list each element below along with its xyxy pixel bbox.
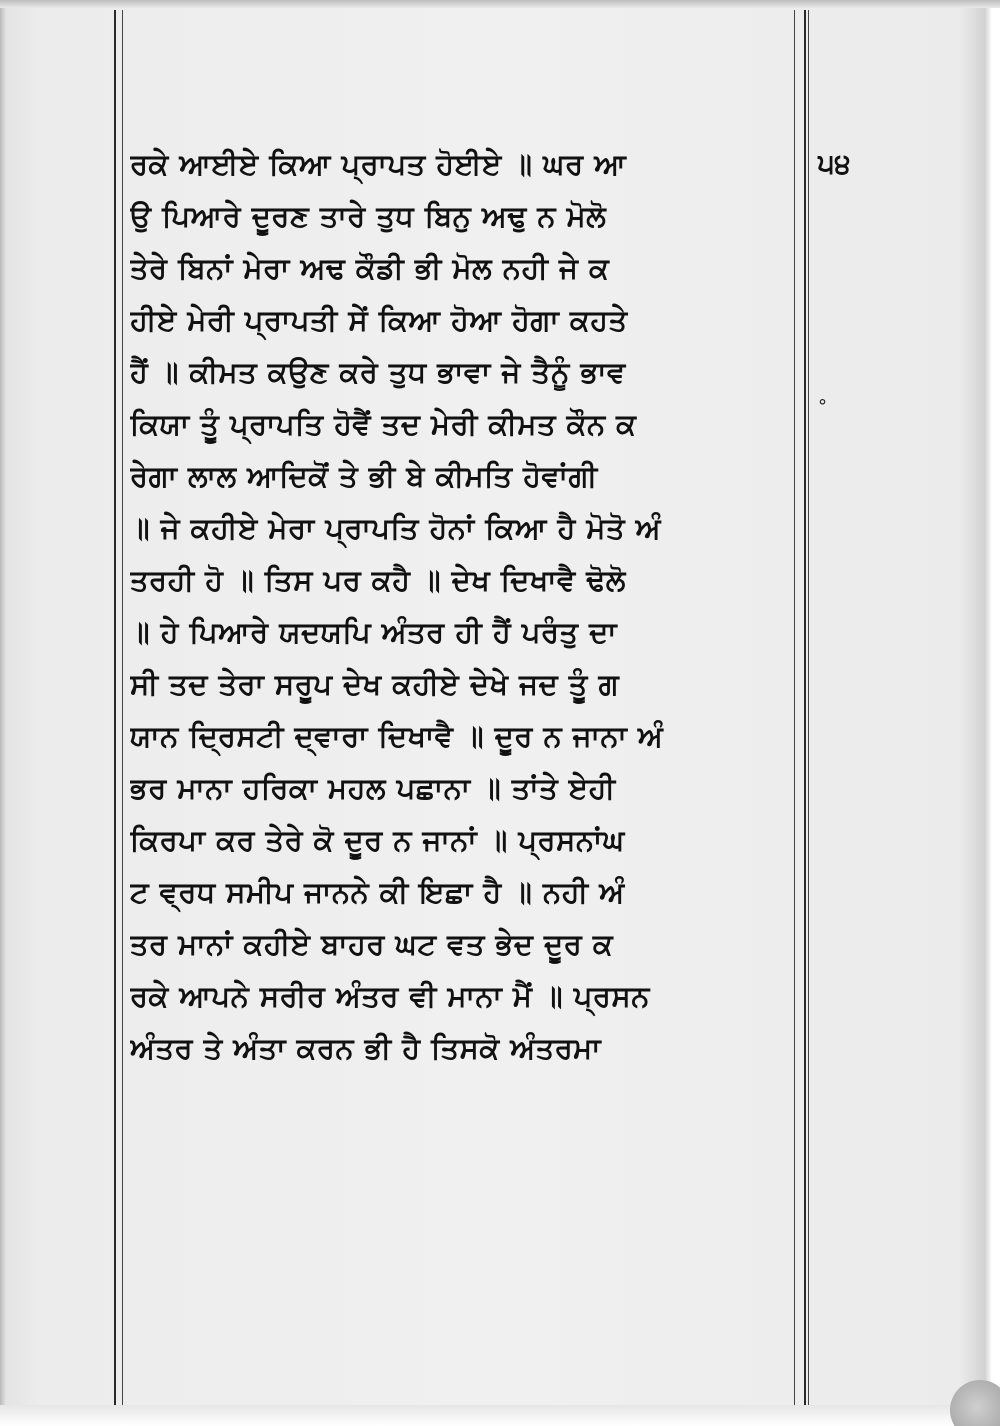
text-line: ਉ ਪਿਆਰੇ ਦੂਰਣ ਤਾਰੇ ਤੁਧ ਬਿਨੁ ਅਢੁ ਨ ਮੋਲੋ (130, 199, 607, 233)
text-line: ॥ ਜੇ ਕਹੀਏ ਮੇਰਾ ਪ੍ਰਾਪਤਿ ਹੋਨਾਂ ਕਿਆ ਹੈ ਮੋਤੋ ਅੰ (130, 511, 662, 545)
text-line: ਸੀ ਤਦ ਤੇਰਾ ਸਰੂਪ ਦੇਖ ਕਹੀਏ ਦੇਖੇ ਜਦ ਤੂੰ ਗ (130, 667, 620, 701)
text-line: ਤਰਹੀ ਹੋ ॥ ਤਿਸ ਪਰ ਕਹੈ ॥ ਦੇਖ ਦਿਖਾਵੈ ਢੋਲੋ (130, 563, 626, 597)
text-line: ਤੇਰੇ ਬਿਨਾਂ ਮੇਰਾ ਅਢ ਕੌਡੀ ਭੀ ਮੋਲ ਨਹੀ ਜੇ ਕ (130, 251, 610, 285)
margin-mark: ° (818, 396, 827, 417)
text-line: ਹੈਂ ॥ ਕੀਮਤ ਕਉਣ ਕਰੇ ਤੁਧ ਭਾਵਾ ਜੇ ਤੈਨੂੰ ਭਾਵ (130, 355, 626, 389)
left-margin-rule (114, 10, 116, 1426)
text-line: ਕਿਯਾ ਤੂੰ ਪ੍ਰਾਪਤਿ ਹੋਵੈਂ ਤਦ ਮੇਰੀ ਕੀਮਤ ਕੌਨ ਕ (130, 407, 637, 441)
text-line: ਟ ਵ੍ਰਧ ਸਮੀਪ ਜਾਨਨੇ ਕੀ ਇਛਾ ਹੈ ॥ ਨਹੀ ਅੰ (130, 875, 625, 909)
right-margin-rule (804, 10, 806, 1426)
text-line: ਕਿਰਪਾ ਕਰ ਤੇਰੇ ਕੋ ਦੂਰ ਨ ਜਾਨਾਂ ॥ ਪ੍ਰਸਨਾਂਘ (130, 823, 625, 857)
left-margin-rule-inner (122, 10, 123, 1426)
manuscript-text (130, 138, 800, 1074)
text-line: ॥ ਹੇ ਪਿਆਰੇ ਯਦਯਪਿ ਅੰਤਰ ਹੀ ਹੈਂ ਪਰੰਤੁ ਦਾ (130, 615, 618, 649)
page-number: ੫੪ (818, 147, 851, 180)
text-line: ਰੇਗਾ ਲਾਲ ਆਦਿਕੋਂ ਤੇ ਭੀ ਬੇ ਕੀਮਤਿ ਹੋਵਾਂਗੀ (130, 459, 598, 493)
text-line: ਅੰਤਰ ਤੇ ਅੰਤਾ ਕਰਨ ਭੀ ਹੈ ਤਿਸਕੋ ਅੰਤਰਮਾ (130, 1031, 602, 1065)
text-line: ਤਰ ਮਾਨਾਂ ਕਹੀਏ ਬਾਹਰ ਘਟ ਵਤ ਭੇਦ ਦੂਰ ਕ (130, 927, 614, 961)
text-line: ਭਰ ਮਾਨਾ ਹਰਿਕਾ ਮਹਲ ਪਛਾਨਾ ॥ ਤਾਂਤੇ ਏਹੀ (130, 771, 616, 805)
page-bottom-edge (0, 1405, 1000, 1426)
right-margin-rule-outer (808, 10, 809, 1426)
text-line: ਰਕੇ ਆਪਨੇ ਸਰੀਰ ਅੰਤਰ ਵੀ ਮਾਨਾ ਮੈਂ ॥ ਪ੍ਰਸਨ (130, 979, 650, 1013)
page-top-edge (0, 0, 1000, 8)
scanner-thumb-shadow (950, 1380, 1000, 1426)
text-line: ਰਕੇ ਆਈਏ ਕਿਆ ਪ੍ਰਾਪਤ ਹੋਈਏ ॥ ਘਰ ਆ (130, 147, 627, 181)
text-line: ਯਾਨ ਦ੍ਰਿਸਟੀ ਦ੍ਵਾਰਾ ਦਿਖਾਵੈ ॥ ਦੂਰ ਨ ਜਾਨਾ ਅੰ (130, 719, 664, 753)
text-line: ਹੀਏ ਮੇਰੀ ਪ੍ਰਾਪਤੀ ਸੇਂ ਕਿਆ ਹੋਆ ਹੋਗਾ ਕਹਤੇ (130, 303, 628, 337)
